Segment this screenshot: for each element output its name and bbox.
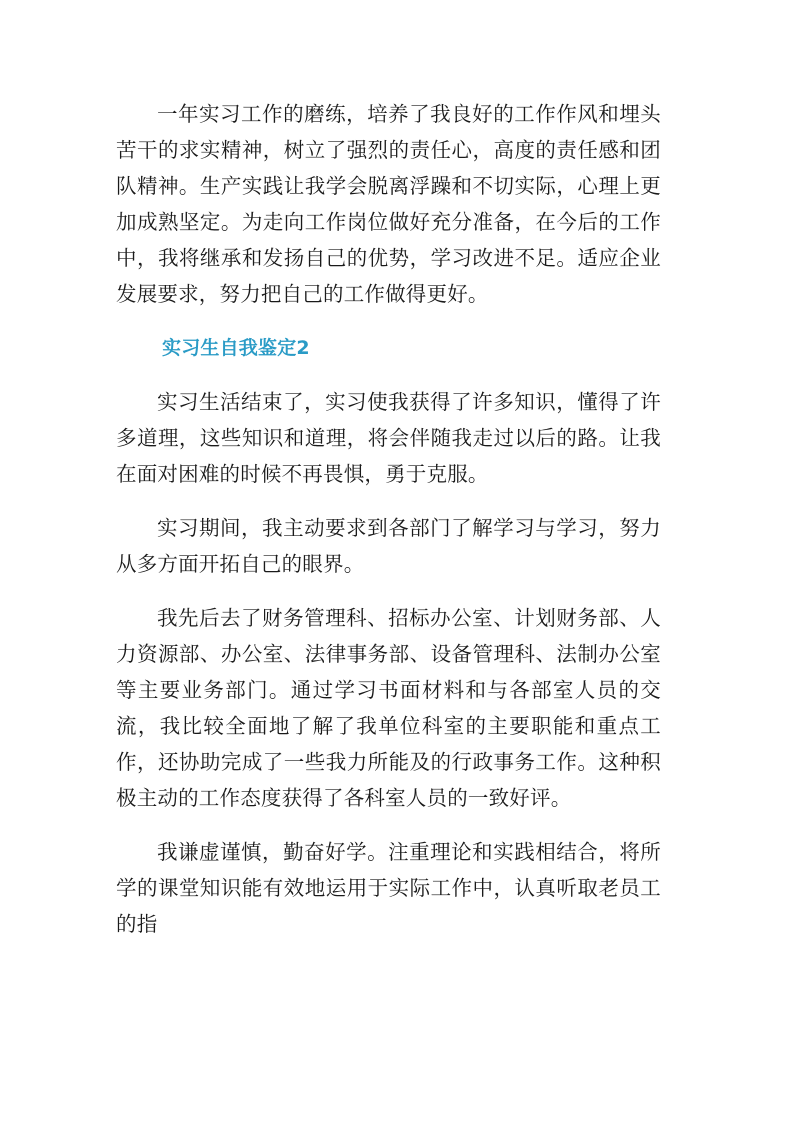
paragraph-5: 我谦虚谨慎，勤奋好学。注重理论和实践相结合，将所学的课堂知识能有效地运用于实际工作中，认真听取老员工的指 xyxy=(116,840,661,936)
paragraph-2: 实习生活结束了，实习使我获得了许多知识，懂得了许多道理，这些知识和道理，将会伴随我走过以后的路。让我在面对困难的时候不再畏惧，勇于克服。 xyxy=(116,390,661,486)
paragraph-3: 实习期间，我主动要求到各部门了解学习与学习，努力从多方面开拓自己的眼界。 xyxy=(116,516,661,576)
paragraph-4: 我先后去了财务管理科、招标办公室、计划财务部、人力资源部、办公室、法律事务部、设备管理科、法制办公室等主要业务部门。通过学习书面材料和与各部室人员的交流，我比较全面地了解了我单位科室的主要职能和重点工作，还协助完成了一些我力所能及的行政事务工作。这种积极主动的工作态度获得了各科室人员的一致好评。 xyxy=(116,606,661,810)
document-body xyxy=(116,96,661,960)
section-heading: 实习生自我鉴定2 xyxy=(162,337,310,359)
paragraph-1: 一年实习工作的磨练，培养了我良好的工作作风和埋头苦干的求实精神，树立了强烈的责任心，高度的责任感和团队精神。生产实践让我学会脱离浮躁和不切实际，心理上更加成熟坚定。为走向工作岗位做好充分准备，在今后的工作中，我将继承和发扬自己的优势，学习改进不足。适应企业发展要求，努力把自己的工作做得更好。 xyxy=(116,102,661,306)
